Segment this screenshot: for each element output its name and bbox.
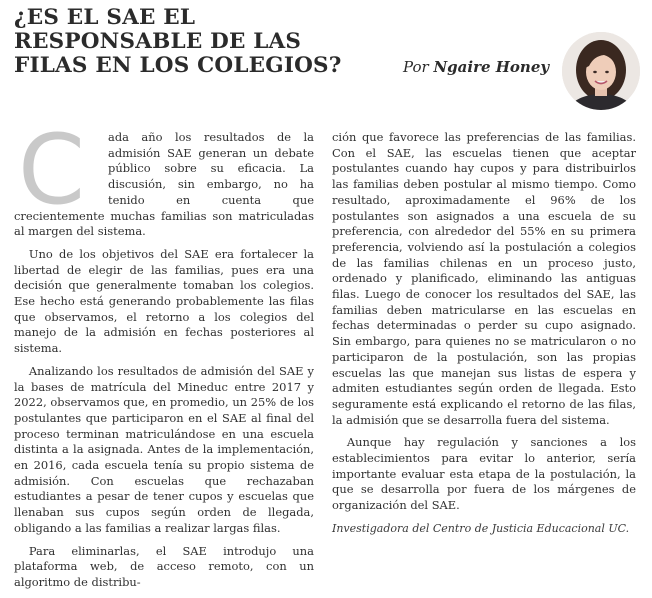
headline-line-2: RESPONSABLE DE LAS	[14, 29, 302, 54]
byline-author: Ngaire Honey	[433, 58, 550, 76]
article-headline	[14, 6, 344, 78]
headline-line-1: ¿ES EL SAE EL	[14, 5, 196, 30]
article-column-right	[332, 130, 636, 544]
byline-prefix: Por	[403, 58, 429, 76]
paragraph-2: Uno de los objetivos del SAE era fortalecer la libertad de elegir de las familias, pues era una decisión que generalmente tomaban los colegios. Ese hecho está generando probablemente las filas que observamos, el retorno a los colegios del manejo de la admisión en fechas posteriores al sistema.	[14, 246, 314, 356]
paragraph-4-continued: ción que favorece las preferencias de las familias. Con el SAE, las escuelas tienen que aceptar postulantes cuando hay cupos y para distribuirlos las familias deben postular al mismo tiempo. Como resultado, aproximadamente el 96% de los postulantes son asignados a una escuela de su preferencia, con alrededor del 55% en su primera preferencia, volviendo así la postulación a colegios de las familias chilenas en un proceso justo, ordenado y planificado, eliminando las antiguas filas. Luego de conocer los resultados del SAE, las familias deben matricularse en las escuelas en fechas determinadas o perder su cupo asignado. Sin embargo, para quienes no se matricularon o no participaron de la postulación, son las propias escuelas las que manejan sus listas de espera y admiten estudiantes según orden de llegada. Esto seguramente está explicando el retorno de las filas, la admisión que se desarrolla fuera del sistema.	[332, 130, 636, 427]
author-portrait-image	[562, 32, 640, 110]
author-portrait	[562, 32, 640, 110]
lead-paragraph	[14, 114, 314, 240]
drop-cap-box	[14, 114, 104, 226]
headline-line-3: FILAS EN LOS COLEGIOS?	[14, 53, 342, 78]
paragraph-4-start: Para eliminarlas, el SAE introdujo una plataforma web, de acceso remoto, con un algoritmo de distribu-	[14, 543, 314, 589]
byline	[403, 58, 549, 76]
article-column-left	[14, 114, 314, 598]
paragraph-5: Aunque hay regulación y sanciones a los establecimientos para evitar lo anterior, sería importante evaluar esta etapa de la postulación, la que se desarrolla por fuera de los márgenes de organización del SAE.	[332, 435, 636, 513]
author-affiliation: Investigadora del Centro de Justicia Educacional UC.	[332, 521, 630, 535]
paragraph-3: Analizando los resultados de admisión del SAE y la bases de matrícula del Mineduc entre 2017 y 2022, observamos que, en promedio, un 25% de los postulantes que participaron en el SAE al final del proceso terminan matriculándose en una escuela distinta a la asignada. Antes de la implementación, en 2016, cada escuela tenía su propio sistema de admisión. Con escuelas que rechazaban estudiantes a pesar de tener cupos y escuelas que llenaban sus cupos según orden de llegada, obligando a las familias a realizar largas filas.	[14, 363, 314, 535]
lead-text: ada año los resultados de la admisión SAE generan un debate público sobre su eficacia. La discusión, sin embargo, no ha tenido en cuenta que crecientemente muchas familias son matriculadas al margen del sistema.	[14, 130, 314, 239]
drop-cap: C	[18, 114, 86, 226]
